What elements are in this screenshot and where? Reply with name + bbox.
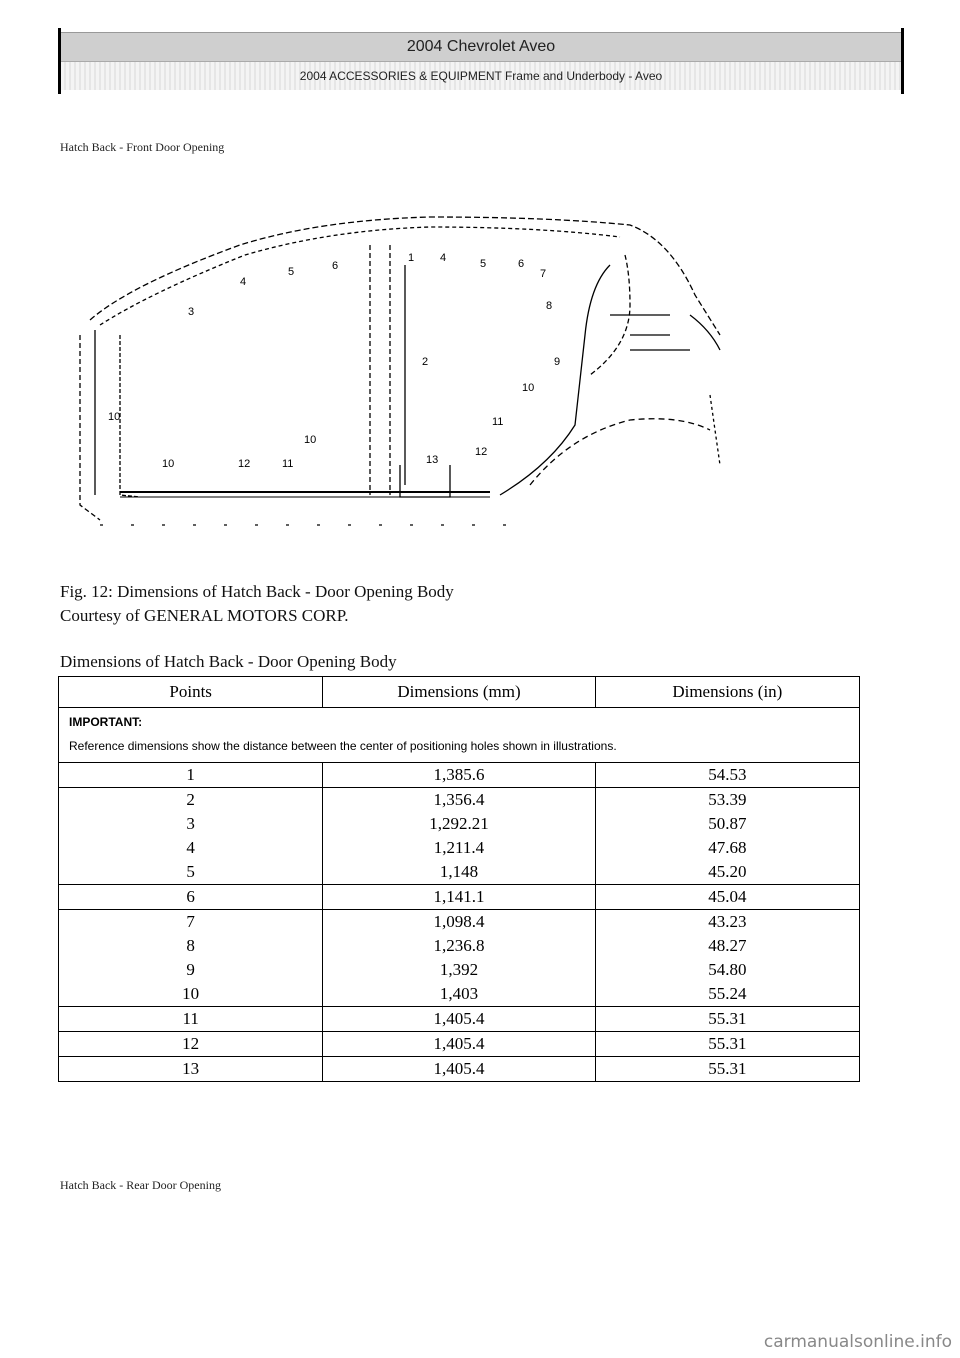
- cell-mm: 1,148: [323, 860, 595, 885]
- cell-mm: 1,356.4: [323, 788, 595, 813]
- cell-mm: 1,292.21: [323, 812, 595, 836]
- body-diagram: [70, 205, 730, 545]
- callout-6: 6: [332, 260, 339, 272]
- cell-mm: 1,211.4: [323, 836, 595, 860]
- callout-11-right: 11: [492, 416, 504, 428]
- cell-point: 12: [59, 1032, 323, 1057]
- callout-7: 7: [540, 268, 547, 280]
- dimensions-table: [58, 676, 860, 1082]
- table-row: [59, 934, 860, 958]
- cell-mm: 1,236.8: [323, 934, 595, 958]
- cell-in: 55.31: [595, 1032, 859, 1057]
- callout-8: 8: [546, 300, 553, 312]
- cell-mm: 1,392: [323, 958, 595, 982]
- section-heading-front: Hatch Back - Front Door Opening: [60, 140, 225, 154]
- table-row: [59, 1057, 860, 1082]
- callout-9: 9: [554, 356, 561, 368]
- header-points: Points: [59, 677, 323, 708]
- callout-5-right: 5: [480, 258, 487, 270]
- table-row: [59, 910, 860, 935]
- cell-in: 53.39: [595, 788, 859, 813]
- cell-in: 54.80: [595, 958, 859, 982]
- table-header-row: [59, 677, 860, 708]
- callout-11-left: 11: [282, 458, 294, 470]
- callout-3: 3: [188, 306, 195, 318]
- table-title: Dimensions of Hatch Back - Door Opening Body: [60, 652, 397, 671]
- callout-10-right: 10: [522, 382, 535, 394]
- callout-2: 2: [422, 356, 429, 368]
- caption-line-1: Fig. 12: Dimensions of Hatch Back - Door Opening Body: [60, 582, 454, 601]
- cell-in: 47.68: [595, 836, 859, 860]
- caption-line-2: Courtesy of GENERAL MOTORS CORP.: [60, 606, 349, 625]
- table-row: [59, 763, 860, 788]
- cell-in: 45.04: [595, 885, 859, 910]
- cell-in: 45.20: [595, 860, 859, 885]
- callout-6-right: 6: [518, 258, 525, 270]
- callout-4: 4: [240, 276, 247, 288]
- table-row: [59, 812, 860, 836]
- note-row: [59, 708, 860, 763]
- cell-in: 55.24: [595, 982, 859, 1007]
- cell-in: 50.87: [595, 812, 859, 836]
- note-text: Reference dimensions show the distance between the center of positioning holes shown in illustrations.: [69, 739, 617, 753]
- cell-point: 3: [59, 812, 323, 836]
- header-title: 2004 Chevrolet Aveo: [61, 32, 901, 62]
- callout-12-left: 12: [238, 458, 251, 470]
- cell-mm: 1,405.4: [323, 1007, 595, 1032]
- callout-1: 1: [408, 252, 415, 264]
- section-heading-rear: Hatch Back - Rear Door Opening: [60, 1178, 221, 1192]
- table-row: [59, 836, 860, 860]
- table-row: [59, 885, 860, 910]
- cell-in: 48.27: [595, 934, 859, 958]
- header-mm: Dimensions (mm): [323, 677, 595, 708]
- callout-4-right: 4: [440, 252, 447, 264]
- cell-point: 8: [59, 934, 323, 958]
- cell-point: 4: [59, 836, 323, 860]
- cell-point: 9: [59, 958, 323, 982]
- cell-mm: 1,405.4: [323, 1032, 595, 1057]
- callout-13: 13: [426, 454, 439, 466]
- table-row: [59, 1007, 860, 1032]
- cell-mm: 1,385.6: [323, 763, 595, 788]
- watermark: carmanualsonline.info: [763, 1332, 952, 1352]
- cell-mm: 1,098.4: [323, 910, 595, 935]
- callout-10-mid: 10: [304, 434, 317, 446]
- cell-point: 13: [59, 1057, 323, 1082]
- cell-point: 11: [59, 1007, 323, 1032]
- cell-point: 7: [59, 910, 323, 935]
- table-row: [59, 860, 860, 885]
- table-row: [59, 788, 860, 813]
- table-row: [59, 958, 860, 982]
- cell-point: 2: [59, 788, 323, 813]
- header-in: Dimensions (in): [595, 677, 859, 708]
- cell-mm: 1,403: [323, 982, 595, 1007]
- cell-point: 1: [59, 763, 323, 788]
- cell-point: 5: [59, 860, 323, 885]
- cell-mm: 1,405.4: [323, 1057, 595, 1082]
- page-header: [58, 28, 904, 94]
- cell-point: 10: [59, 982, 323, 1007]
- cell-in: 43.23: [595, 910, 859, 935]
- cell-in: 54.53: [595, 763, 859, 788]
- callout-12-right: 12: [475, 446, 488, 458]
- cell-in: 55.31: [595, 1057, 859, 1082]
- callout-5: 5: [288, 266, 295, 278]
- cell-mm: 1,141.1: [323, 885, 595, 910]
- header-subtitle: 2004 ACCESSORIES & EQUIPMENT Frame and Underbody - Aveo: [61, 62, 901, 90]
- figure-caption: [60, 580, 454, 628]
- important-note: [59, 708, 860, 763]
- callout-10-left: 10: [162, 458, 175, 470]
- cell-in: 55.31: [595, 1007, 859, 1032]
- table-row: [59, 982, 860, 1007]
- note-heading: IMPORTANT:: [69, 715, 143, 729]
- cell-point: 6: [59, 885, 323, 910]
- table-row: [59, 1032, 860, 1057]
- callout-0: 10: [108, 411, 121, 423]
